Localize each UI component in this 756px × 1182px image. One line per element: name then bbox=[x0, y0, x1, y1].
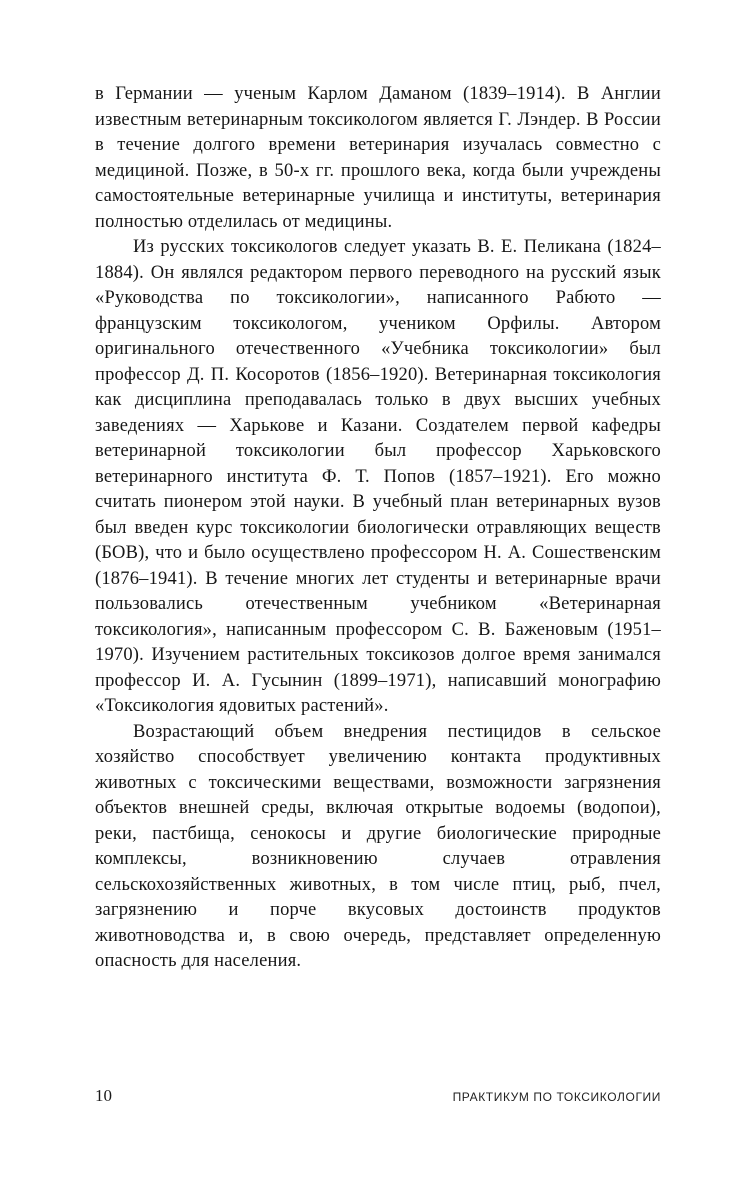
body-paragraph-russian-toxicologists: Из русских токсикологов следует указать В. Е. Пеликана (1824–1884). Он являлся редактором первого переводного на русский язык «Руководства по токсикологии», написанного Рабюто — французским токсикологом, учеником Орфилы. Автором оригинального отечественного «Учебника токсикологии» был профессор Д. П. Косоротов (1856–1920). Ветеринарная токсикология как дисциплина преподавалась только в двух высших учебных заведениях — Харькове и Казани. Создателем первой кафедры ветеринарной токсикологии был профессор Харьковского ветеринарного института Ф. Т. Попов (1857–1921). Его можно считать пионером этой науки. В учебный план ветеринарных вузов был введен курс токсикологии биологически отравляющих веществ (БОВ), что и было осуществлено профессором Н. А. Сошественским (1876–1941). В течение многих лет студенты и ветеринарные врачи пользовались отечественным учебником «Ветеринарная токсикология», написанным профессором С. В. Баженовым (1951–1970). Изучением растительных токсикозов долгое время занимался профессор И. А. Гусынин (1899–1971), написавший монографию «Токсикология ядовитых растений». bbox=[95, 237, 661, 716]
running-title: ПРАКТИКУМ ПО ТОКСИКОЛОГИИ bbox=[452, 1090, 661, 1104]
body-paragraph-continuation: в Германии — ученым Карлом Даманом (1839–1914). В Англии известным ветеринарным токсикологом является Г. Лэндер. В России в течение долгого времени ветеринария изучалась совместно с медициной. Позже, в 50-х гг. прошлого века, когда были учреждены самостоятельные ветеринарные училища и институты, ветеринария полностью отделилась от медицины. bbox=[95, 84, 661, 232]
body-paragraph-pesticides: Возрастающий объем внедрения пестицидов в сельское хозяйство способствует увеличению контакта продуктивных животных с токсическими веществами, возможности загрязнения объектов внешней среды, включая открытые водоемы (водопои), реки, пастбища, сенокосы и другие биологические природные комплексы, возникновению случаев отравления сельскохозяйственных животных, в том числе птиц, рыб, пчел, загрязнению и порче вкусовых достоинств продуктов животноводства и, в свою очередь, представляет определенную опасность для населения. bbox=[95, 721, 661, 971]
page-footer bbox=[95, 1086, 661, 1106]
body-text-block bbox=[95, 82, 661, 975]
page-number: 10 bbox=[95, 1086, 112, 1105]
